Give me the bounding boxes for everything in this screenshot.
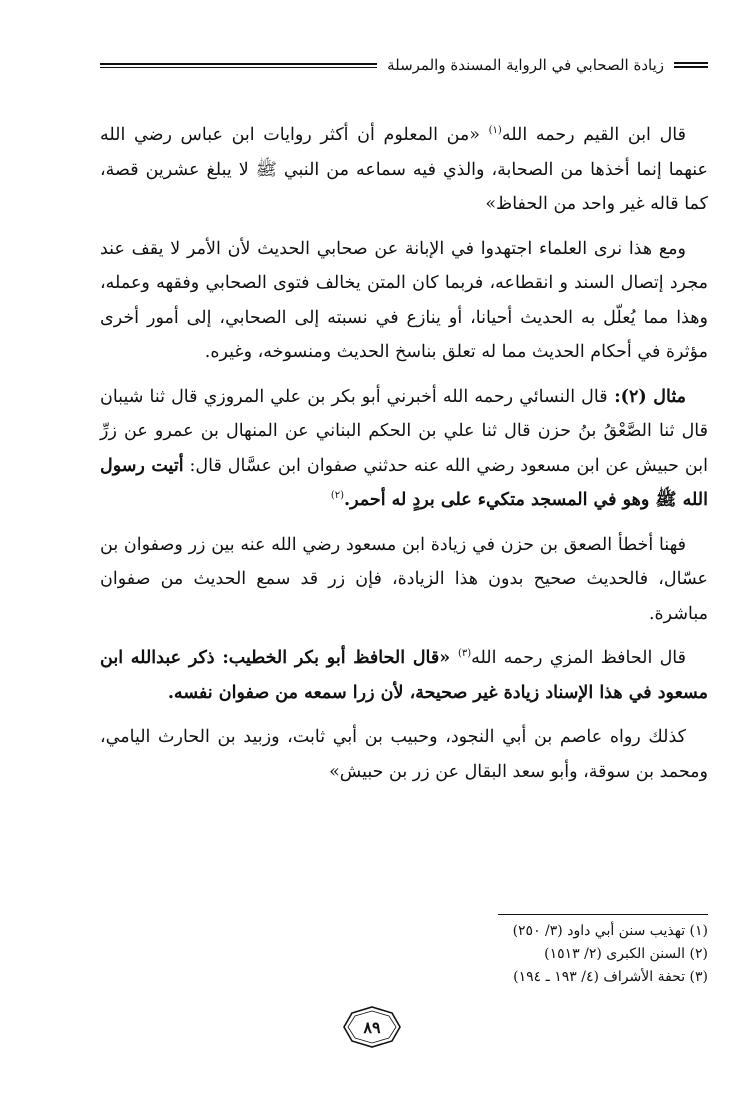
footnote-ref-2: (٢) — [330, 490, 345, 502]
footnote-ref-1: (١) — [488, 125, 502, 137]
running-header — [100, 52, 708, 78]
header-ornament — [674, 62, 708, 68]
hadith-text: أتيت رسول الله ﷺ وهو في المسجد متكيء على بردٍ له أحمر. — [100, 455, 708, 510]
footnote-2: (٢) السنن الكبرى (٢/ ١٥١٣) — [544, 946, 708, 962]
paragraph-text: ومع هذا نرى العلماء اجتهدوا في الإبانة عن صحابي الحديث لأن الأمر لا يقف عند مجرد إتصال السند و انقطاعه، فربما كان المتن يخالف فتوى الصحابي وفقهه وعمله، وهذا مما يُعلّل به الحديث أحيانا، أو ينازع في نسبته إلى الصحابي، إلى أمور أخرى مؤثرة في أحكام الحديث مما له تعلق بناسخ الحديث ومنسوخه، وغيره. — [100, 238, 708, 362]
paragraph-mizzi — [100, 641, 708, 710]
paragraph-text: فهنا أخطأ الصعق بن حزن في زيادة ابن مسعود رضي الله عنه بين زر وصفوان بن عسّال، فالحديث صحيح بدون هذا الزيادة، فإن زر قد سمع الحديث من صفوان مباشرة. — [100, 534, 708, 624]
footnotes — [300, 920, 708, 989]
example-label: مثال (٢): — [607, 386, 686, 407]
paragraph-scholars — [100, 232, 708, 370]
citation-lead: قال الحافظ المزي رحمه الله — [471, 648, 686, 668]
paragraph-text: قال النسائي رحمه الله أخبرني أبو بكر بن علي المروزي قال ثنا شيبان قال ثنا الصَّعْقُ بنُ حزن قال ثنا علي بن الحكم البناني عن المنهال بن عمرو عن زرِّ ابن حبيش عن ابن مسعود رضي الله عنه حدثني صفوان ابن عسَّال قال: — [100, 386, 708, 476]
paragraph-text: كذلك رواه عاصم بن أبي النجود، وحبيب بن أبي ثابت، وزبيد بن الحارث اليامي، ومحمد بن سوقة، وأبو سعد البقال عن زر بن حبيش» — [100, 727, 708, 782]
footnote-1: (١) تهذيب سنن أبي داود (٣/ ٢٥٠) — [512, 923, 708, 939]
footnote-3: (٣) تحفة الأشراف (٤/ ١٩٣ ـ ١٩٤) — [513, 969, 708, 985]
running-header-title: زيادة الصحابي في الرواية المسندة والمرسلة — [387, 56, 664, 74]
quote-text: «قال الحافظ أبو بكر الخطيب: ذكر عبدالله ابن مسعود في هذا الإسناد زيادة غير صحيحة، لأن زرا سمعه من صفوان نفسه. — [100, 648, 708, 703]
main-text — [100, 118, 708, 799]
paragraph-ibn-qayyim — [100, 118, 708, 222]
page-number: ٨٩ — [363, 1017, 381, 1037]
citation-lead: قال ابن القيم رحمه الله — [501, 125, 686, 145]
paragraph-error — [100, 528, 708, 632]
paragraph-example-2 — [100, 380, 708, 518]
page-number-frame — [342, 1005, 402, 1049]
footnote-divider — [498, 914, 708, 915]
paragraph-narrators — [100, 720, 708, 789]
header-rule — [100, 63, 377, 68]
footnote-ref-3: (٣) — [457, 648, 472, 660]
paragraph-text: «من المعلوم أن أكثر روايات ابن عباس رضي الله عنهما إنما أخذها من الصحابة، والذي فيه سماعه من النبي ﷺ لا يبلغ عشرين قصة، كما قاله غير واحد من الحفاظ» — [100, 125, 708, 214]
